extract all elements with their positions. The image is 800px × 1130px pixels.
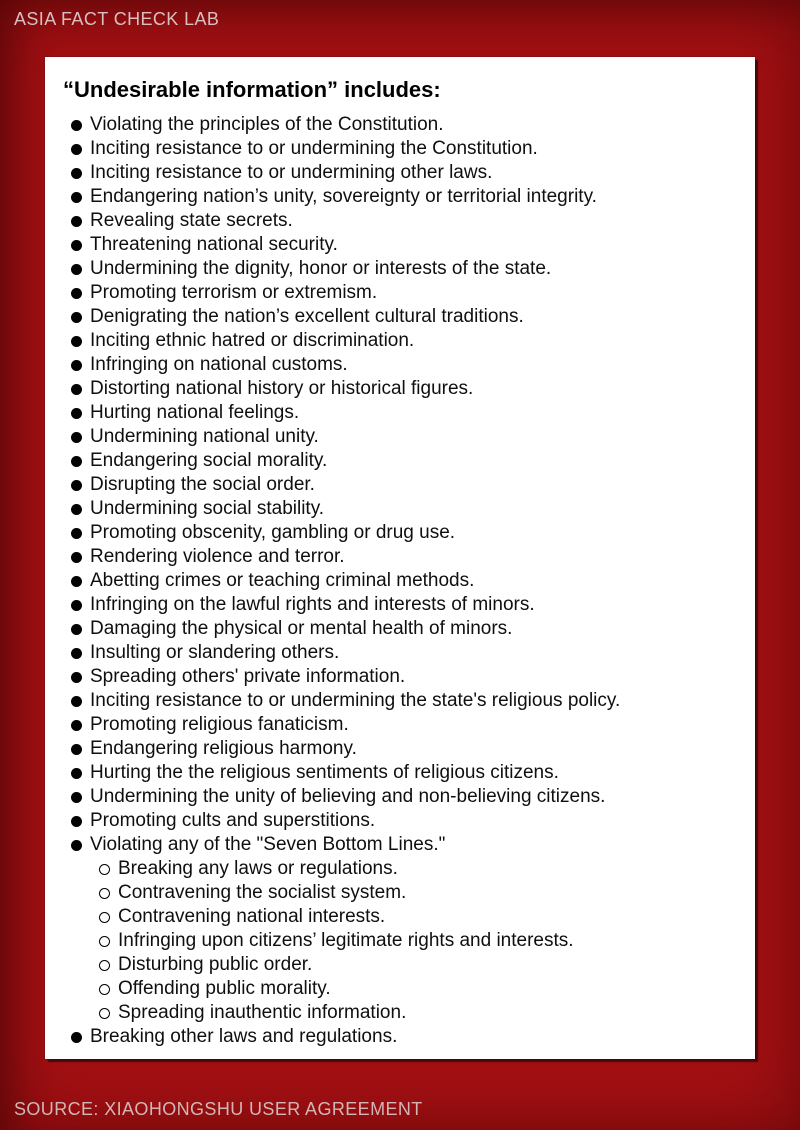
list-item-text: Contravening the socialist system.: [118, 882, 407, 903]
filled-bullet-icon: [71, 528, 82, 539]
list-item: [65, 521, 731, 545]
filled-bullet-icon: [71, 792, 82, 803]
list-item: [65, 329, 731, 353]
brand-label: ASIA FACT CHECK LAB: [14, 9, 220, 29]
list-item: [65, 449, 731, 473]
list-item: [65, 569, 731, 593]
list-item-text: Denigrating the nation’s excellent cultural traditions.: [90, 306, 524, 327]
list-item-text: Offending public morality.: [118, 978, 331, 999]
filled-bullet-icon: [71, 696, 82, 707]
list-item: [65, 833, 731, 857]
list-item-text: Breaking any laws or regulations.: [118, 858, 398, 879]
list-item-text: Spreading others' private information.: [90, 666, 406, 687]
list-item: [65, 929, 731, 953]
list-item-text: Disrupting the social order.: [90, 474, 315, 495]
list-item-text: Inciting resistance to or undermining the Constitution.: [90, 138, 538, 159]
list-item-text: Violating the principles of the Constitution.: [90, 114, 444, 135]
list-item: [65, 881, 731, 905]
list-item: [65, 257, 731, 281]
open-bullet-icon: [99, 888, 110, 899]
list-item-text: Hurting national feelings.: [90, 402, 300, 423]
list-item: [65, 713, 731, 737]
filled-bullet-icon: [71, 360, 82, 371]
list-item-text: Damaging the physical or mental health of minors.: [90, 618, 513, 639]
list-item: [65, 161, 731, 185]
filled-bullet-icon: [71, 576, 82, 587]
open-bullet-icon: [99, 984, 110, 995]
filled-bullet-icon: [71, 840, 82, 851]
list-item-text: Abetting crimes or teaching criminal methods.: [90, 570, 475, 591]
list-item: [65, 617, 731, 641]
list-item: [65, 233, 731, 257]
list-item: [65, 113, 731, 137]
filled-bullet-icon: [71, 768, 82, 779]
filled-bullet-icon: [71, 480, 82, 491]
filled-bullet-icon: [71, 624, 82, 635]
card-title: “Undesirable information” includes:: [63, 77, 441, 102]
filled-bullet-icon: [71, 120, 82, 131]
list-item: [65, 593, 731, 617]
list-item: [65, 641, 731, 665]
list-item-text: Infringing upon citizens’ legitimate rights and interests.: [118, 930, 574, 951]
list-item-text: Inciting ethnic hatred or discrimination.: [90, 330, 415, 351]
list-item-text: Breaking other laws and regulations.: [90, 1026, 398, 1047]
filled-bullet-icon: [71, 672, 82, 683]
open-bullet-icon: [99, 1008, 110, 1019]
undesirable-list: [65, 113, 731, 1049]
filled-bullet-icon: [71, 504, 82, 515]
filled-bullet-icon: [71, 168, 82, 179]
list-item: [65, 905, 731, 929]
list-item: [65, 137, 731, 161]
list-item-text: Threatening national security.: [90, 234, 338, 255]
list-item-text: Undermining social stability.: [90, 498, 325, 519]
list-item-text: Revealing state secrets.: [90, 210, 293, 231]
list-item: [65, 425, 731, 449]
filled-bullet-icon: [71, 336, 82, 347]
list-item-text: Undermining the unity of believing and non-believing citizens.: [90, 786, 606, 807]
list-item-text: Distorting national history or historical figures.: [90, 378, 474, 399]
list-item-text: Spreading inauthentic information.: [118, 1002, 407, 1023]
filled-bullet-icon: [71, 240, 82, 251]
filled-bullet-icon: [71, 456, 82, 467]
list-item: [65, 857, 731, 881]
list-item-text: Endangering nation’s unity, sovereignty or territorial integrity.: [90, 186, 597, 207]
open-bullet-icon: [99, 912, 110, 923]
list-item-text: Promoting religious fanaticism.: [90, 714, 349, 735]
list-item-text: Infringing on the lawful rights and interests of minors.: [90, 594, 535, 615]
list-item: [65, 665, 731, 689]
list-item: [65, 1025, 731, 1049]
list-item: [65, 401, 731, 425]
list-item-text: Promoting cults and superstitions.: [90, 810, 376, 831]
list-item-text: Hurting the the religious sentiments of religious citizens.: [90, 762, 559, 783]
open-bullet-icon: [99, 936, 110, 947]
filled-bullet-icon: [71, 144, 82, 155]
list-item: [65, 809, 731, 833]
list-item: [65, 737, 731, 761]
filled-bullet-icon: [71, 288, 82, 299]
list-item: [65, 977, 731, 1001]
filled-bullet-icon: [71, 384, 82, 395]
open-bullet-icon: [99, 960, 110, 971]
filled-bullet-icon: [71, 432, 82, 443]
list-item: [65, 953, 731, 977]
list-item-text: Endangering religious harmony.: [90, 738, 357, 759]
filled-bullet-icon: [71, 216, 82, 227]
list-item: [65, 185, 731, 209]
list-item-text: Disturbing public order.: [118, 954, 313, 975]
list-item-text: Promoting obscenity, gambling or drug use.: [90, 522, 456, 543]
open-bullet-icon: [99, 864, 110, 875]
content-card: [45, 57, 755, 1059]
list-item: [65, 689, 731, 713]
filled-bullet-icon: [71, 312, 82, 323]
source-label: SOURCE: XIAOHONGSHU USER AGREEMENT: [14, 1099, 423, 1119]
list-item: [65, 761, 731, 785]
filled-bullet-icon: [71, 552, 82, 563]
list-item-text: Violating any of the "Seven Bottom Lines.": [90, 834, 446, 855]
filled-bullet-icon: [71, 264, 82, 275]
filled-bullet-icon: [71, 192, 82, 203]
list-item: [65, 1001, 731, 1025]
list-item: [65, 353, 731, 377]
filled-bullet-icon: [71, 816, 82, 827]
list-item-text: Endangering social morality.: [90, 450, 328, 471]
list-item: [65, 545, 731, 569]
list-item: [65, 377, 731, 401]
list-item-text: Infringing on national customs.: [90, 354, 348, 375]
list-item-text: Rendering violence and terror.: [90, 546, 345, 567]
list-item: [65, 209, 731, 233]
filled-bullet-icon: [71, 408, 82, 419]
list-item-text: Inciting resistance to or undermining other laws.: [90, 162, 493, 183]
filled-bullet-icon: [71, 600, 82, 611]
list-item: [65, 281, 731, 305]
filled-bullet-icon: [71, 720, 82, 731]
list-item-text: Promoting terrorism or extremism.: [90, 282, 378, 303]
filled-bullet-icon: [71, 648, 82, 659]
list-item-text: Insulting or slandering others.: [90, 642, 340, 663]
filled-bullet-icon: [71, 1032, 82, 1043]
list-item-text: Undermining national unity.: [90, 426, 319, 447]
list-item: [65, 497, 731, 521]
list-item: [65, 473, 731, 497]
list-item-text: Inciting resistance to or undermining the state's religious policy.: [90, 690, 621, 711]
list-item-text: Undermining the dignity, honor or interests of the state.: [90, 258, 552, 279]
filled-bullet-icon: [71, 744, 82, 755]
list-item-text: Contravening national interests.: [118, 906, 386, 927]
list-item: [65, 305, 731, 329]
list-item: [65, 785, 731, 809]
